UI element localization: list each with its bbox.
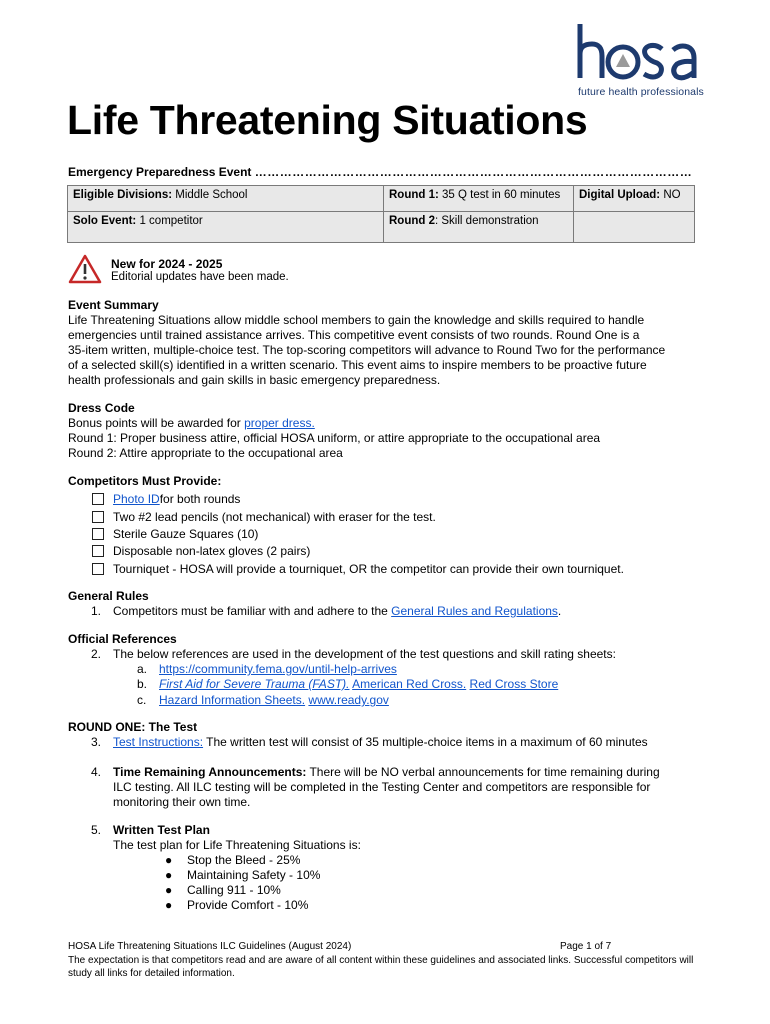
test-plan-block: Written Test Plan The test plan for Life Threatening Situations is:: [113, 823, 361, 852]
checkbox[interactable]: [92, 511, 104, 523]
page-title: Life Threatening Situations: [67, 97, 588, 143]
proper-dress-link[interactable]: proper dress.: [244, 416, 315, 430]
footer-title: HOSA Life Threatening Situations ILC Guidelines (August 2024): [68, 941, 352, 952]
checkbox[interactable]: [92, 545, 104, 557]
summary-line: of a selected skill(s) identified in a written scenario. This event aims to inspire members to be proactive future: [68, 358, 647, 372]
fema-link[interactable]: https://community.fema.gov/until-help-arrives: [159, 662, 397, 676]
general-rules-text: Competitors must be familiar with and adhere to the General Rules and Regulations.: [113, 604, 562, 618]
logo-tagline: future health professionals: [578, 86, 704, 98]
leader-dots: ……………………………………………………………………………………………: [254, 165, 693, 179]
hazard-info-link[interactable]: Hazard Information Sheets.: [159, 693, 306, 707]
page-number: Page 1 of 7: [560, 941, 612, 952]
eligible-divisions-cell: Eligible Divisions: Middle School: [68, 186, 384, 212]
test-instructions-link[interactable]: Test Instructions:: [113, 735, 204, 749]
event-summary-heading: Event Summary: [68, 298, 159, 312]
test-plan-item: ● Provide Comfort - 10%: [165, 898, 309, 912]
summary-line: emergencies until trained assistance arrives. This competitive event consists of two rounds. Round One is a: [68, 328, 640, 342]
provide-item: Two #2 lead pencils (not mechanical) with eraser for the test.: [92, 508, 436, 525]
dress-code-heading: Dress Code: [68, 401, 135, 415]
red-cross-row: [159, 677, 558, 691]
footer-note: study all links for detailed information.: [68, 968, 235, 979]
references-heading: Official References: [68, 632, 177, 646]
general-rules-heading: General Rules: [68, 589, 149, 603]
list-number: 2.: [91, 647, 102, 661]
checkbox[interactable]: [92, 528, 104, 540]
list-number: 5.: [91, 823, 102, 837]
list-letter: b.: [137, 677, 148, 691]
round-one-heading: ROUND ONE: The Test: [68, 720, 198, 734]
provide-item: Disposable non-latex gloves (2 pairs): [92, 542, 310, 559]
solo-event-cell: Solo Event: 1 competitor: [68, 212, 384, 243]
provide-item: Photo ID for both rounds: [92, 490, 240, 507]
list-number: 1.: [91, 604, 102, 618]
empty-cell: [574, 212, 695, 243]
fast-link[interactable]: First Aid for Severe Trauma (FAST).: [159, 677, 350, 691]
provide-item: Sterile Gauze Squares (10): [92, 525, 258, 542]
list-number: 4.: [91, 765, 102, 779]
warning-icon: [68, 254, 102, 284]
general-rules-link[interactable]: General Rules and Regulations: [391, 604, 558, 618]
fema-link-row: [159, 662, 397, 676]
event-summary-section: [68, 298, 708, 388]
red-cross-store-link[interactable]: Red Cross Store: [469, 677, 559, 691]
checkbox[interactable]: [92, 563, 104, 575]
hazard-row: [159, 693, 389, 707]
event-category-line: [68, 165, 700, 179]
footer-note: The expectation is that competitors read and are aware of all content within these guidelines and associated links. Successful competitors will: [68, 955, 694, 966]
red-cross-link[interactable]: American Red Cross.: [352, 677, 467, 691]
new-notice-title: New for 2024 - 2025: [111, 257, 223, 271]
digital-upload-cell: Digital Upload: NO: [574, 186, 695, 212]
dress-code-line: Round 2: Attire appropriate to the occupational area: [68, 446, 343, 460]
provide-item: Tourniquet - HOSA will provide a tourniquet, OR the competitor can provide their own tourniquet.: [92, 560, 624, 577]
test-plan-item: ● Maintaining Safety - 10%: [165, 868, 321, 882]
photo-id-link[interactable]: Photo ID: [113, 491, 160, 506]
event-info-table: [67, 185, 695, 243]
references-text: The below references are used in the development of the test questions and skill rating sheets:: [113, 647, 616, 661]
new-notice-text: Editorial updates have been made.: [111, 271, 289, 283]
round2-cell: Round 2: Skill demonstration: [384, 212, 574, 243]
test-instructions-row: Test Instructions: The written test will consist of 35 multiple-choice items in a maximum of 60 minutes: [113, 735, 648, 749]
dress-code-section: [68, 401, 708, 461]
test-plan-item: ● Calling 911 - 10%: [165, 883, 281, 897]
list-number: 3.: [91, 735, 102, 749]
test-plan-item: ● Stop the Bleed - 25%: [165, 853, 301, 867]
summary-line: Life Threatening Situations allow middle school members to gain the knowledge and skills required to handle: [68, 313, 645, 327]
ready-gov-link[interactable]: www.ready.gov: [308, 693, 389, 707]
dress-code-line: Bonus points will be awarded for proper dress.: [68, 416, 315, 430]
event-category: Emergency Preparedness Event: [68, 165, 252, 179]
dress-code-line: Round 1: Proper business attire, official HOSA uniform, or attire appropriate to the occupational area: [68, 431, 601, 445]
list-letter: a.: [137, 662, 148, 676]
checkbox[interactable]: [92, 493, 104, 505]
provide-heading: Competitors Must Provide:: [68, 474, 222, 488]
page-footer: [68, 941, 708, 980]
summary-line: health professionals and gain skills in basic emergency preparedness.: [68, 373, 441, 387]
time-remaining-block: Time Remaining Announcements: There will be NO verbal announcements for time remaining during ILC testing. All ILC testing will be completed in the Testing Center and competitors are responsible for monitoring their own time.: [113, 765, 660, 809]
round1-cell: Round 1: 35 Q test in 60 minutes: [384, 186, 574, 212]
list-letter: c.: [137, 693, 147, 707]
summary-line: 35-item written, multiple-choice test. The top-scoring competitors will advance to Round Two for the performance: [68, 343, 666, 357]
